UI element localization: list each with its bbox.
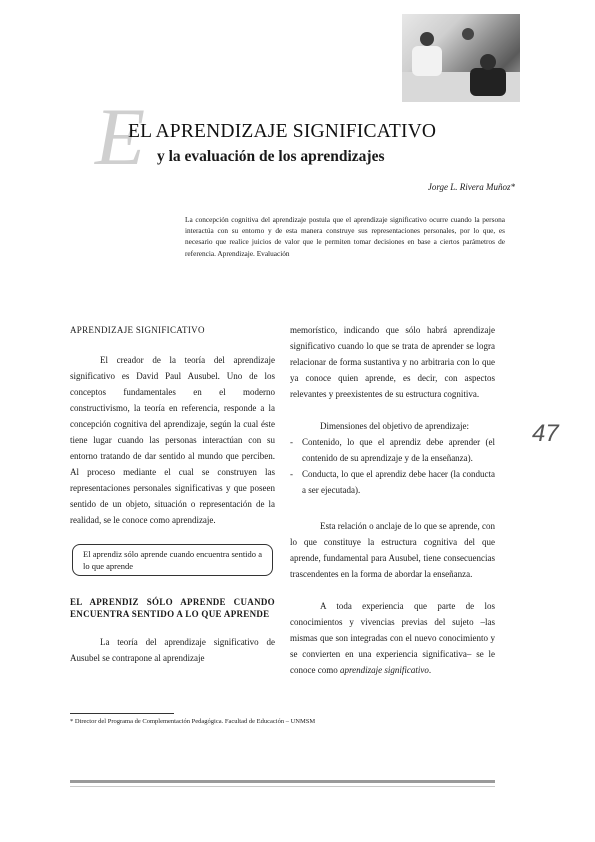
bottom-rule (70, 780, 495, 783)
author-name: Jorge L. Rivera Muñoz* (427, 182, 515, 192)
photo-face-3 (480, 54, 496, 70)
article-title: EL APRENDIZAJE SIGNIFICATIVO (128, 121, 437, 142)
right-column (290, 322, 495, 694)
photo-face-1 (420, 32, 434, 46)
decorative-initial: E (95, 91, 146, 182)
section-heading-2: EL APRENDIZ SÓLO APRENDE CUANDO ENCUENTRA SENTIDO A LO QUE APRENDE (70, 597, 275, 619)
bottom-rule-thin (70, 786, 495, 787)
page-number: 47 (532, 420, 559, 447)
section-heading: APRENDIZAJE SIGNIFICATIVO (70, 325, 205, 335)
footnote: * Director del Programa de Complementación Pedagógica. Facultad de Educación – UNMSM (70, 718, 316, 725)
footnote-rule (70, 713, 174, 714)
article-subtitle: y la evaluación de los aprendizajes (157, 148, 385, 165)
callout-box: El aprendiz sólo aprende cuando encuentra sentido a lo que aprende (72, 544, 273, 576)
header-photo (402, 14, 520, 102)
paragraph: Esta relación o anclaje de lo que se aprende, con lo que constituye la estructura cognitiva del que aprende, fundamental para Ausubel, tiene consecuencias trascendentes en la forma de abordar la enseñanza. (290, 521, 495, 579)
paragraph: Dimensiones del objetivo de aprendizaje: (320, 421, 469, 431)
paragraph-text: A toda experiencia que parte de los conocimientos y vivencias previas del sujeto –las mismas que son integradas con el nuevo conocimiento y se convierten en una experiencia significativa– se le conoce como (290, 601, 495, 675)
objective-list (290, 434, 495, 498)
paragraph (290, 598, 495, 678)
photo-person-2 (470, 68, 506, 96)
paragraph: La teoría del aprendizaje significativo de Ausubel se contrapone al aprendizaje (70, 637, 275, 663)
abstract: La concepción cognitiva del aprendizaje postula que el aprendizaje significativo ocurre cuando la persona interactúa con su entorno y de esta manera construye sus representaciones personales, por lo que, es necesario que realice juicios de valor que le permiten tomar decisiones en base a ciertos parámetros de referencia. Aprendizaje. Evaluación (185, 215, 505, 258)
left-column (70, 322, 275, 682)
photo-face-2 (462, 28, 474, 40)
list-item: - Contenido, lo que el aprendiz debe aprender (el contenido de su aprendizaje y de la enseñanza). (290, 434, 495, 466)
list-item: - Conducta, lo que el aprendiz debe hacer (la conducta a ser ejecutada). (290, 466, 495, 498)
photo-person-1 (412, 46, 442, 76)
paragraph-end: . (428, 665, 432, 675)
paragraph: El creador de la teoría del aprendizaje significativo es David Paul Ausubel. Uno de los conceptos fundamentales en el moderno constructivismo, la teoría en referencia, responde a la concepción cognitiva del aprendizaje, según la cual éste tiene lugar cuando las personas interactúan con su entorno tratando de dar sentido al mundo que perciben. Al proceso mediante el cual se construyen las representaciones personales significativas y que poseen sentido de un objeto, situación o representación de la realidad, se le conoce como aprendizaje. (70, 355, 275, 525)
paragraph: memorístico, indicando que sólo habrá aprendizaje significativo cuando lo que se trata de aprender se logra relacionar de forma sustantiva y no arbitraria con lo que ya conoce quien aprende, es decir, con aspectos relevantes y preexistentes de su estructura cognitiva. (290, 325, 495, 399)
emphasis-term: aprendizaje significativo (339, 665, 429, 675)
